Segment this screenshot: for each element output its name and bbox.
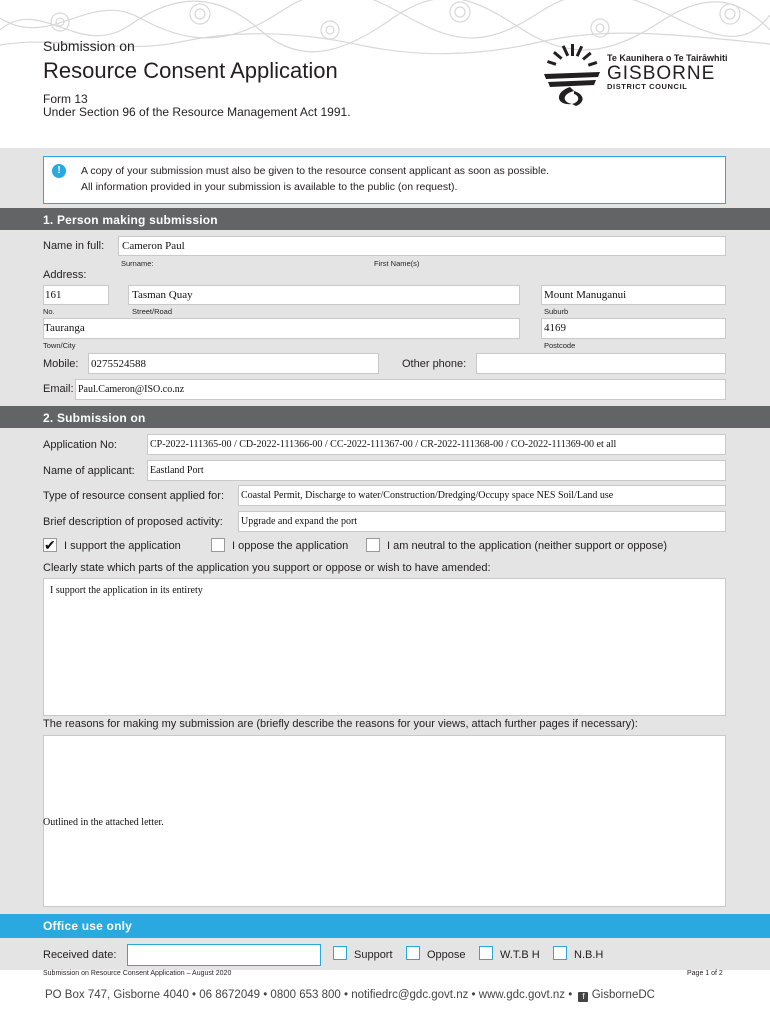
state-parts-label: Clearly state which parts of the application you support or oppose or wish to have amended:	[43, 562, 491, 574]
other-phone-field[interactable]	[476, 353, 726, 374]
email-value: Paul.Cameron@ISO.co.nz	[78, 384, 185, 395]
postcode-field[interactable]	[541, 318, 726, 339]
office-nbh-checkbox[interactable]	[553, 946, 567, 960]
consent-type-label: Type of resource consent applied for:	[43, 490, 224, 502]
name-field[interactable]	[118, 236, 726, 256]
street-number-value: 161	[45, 289, 62, 301]
reasons-label: The reasons for making my submission are (briefly describe the reasons for your views, attach further pages if necessary):	[43, 718, 638, 730]
applicant-field[interactable]	[147, 460, 726, 481]
reasons-value: Outlined in the attached letter.	[43, 817, 164, 828]
suburb-caption: Suburb	[544, 307, 569, 316]
consent-type-value: Coastal Permit, Discharge to water/Construction/Dredging/Occupy space NES Soil/Land use	[241, 490, 614, 501]
state-parts-textarea[interactable]	[43, 578, 726, 716]
application-no-label: Application No:	[43, 439, 117, 451]
postcode-caption: Postcode	[544, 341, 576, 350]
received-date-field[interactable]	[127, 944, 321, 966]
first-name-caption: First Name(s)	[374, 259, 420, 268]
street-caption: Street/Road	[132, 307, 173, 316]
logo-district-council: DISTRICT COUNCIL	[607, 82, 688, 91]
legislation-reference: Under Section 96 of the Resource Management Act 1991.	[43, 105, 351, 119]
town-value: Tauranga	[44, 322, 85, 334]
support-label: I support the application	[64, 540, 181, 552]
info-icon: !	[52, 164, 66, 178]
office-nbh-label: N.B.H	[574, 949, 604, 961]
suburb-value: Mount Manuganui	[544, 289, 627, 301]
email-label: Email:	[43, 383, 74, 395]
applicant-label: Name of applicant:	[43, 465, 135, 477]
mobile-label: Mobile:	[43, 358, 79, 370]
office-wtbh-label: W.T.B H	[500, 949, 540, 961]
oppose-label: I oppose the application	[232, 540, 349, 552]
form-number: Form 13	[43, 92, 88, 106]
other-phone-label: Other phone:	[402, 358, 467, 370]
town-caption: Town/City	[43, 341, 76, 350]
address-label: Address:	[43, 269, 87, 281]
section-2-title: 2. Submission on	[43, 411, 146, 425]
contact-details: PO Box 747, Gisborne 4040 • 06 8672049 • 0800 653 800 • notifiedrc@gdc.govt.nz • www.gdc.govt.nz •	[45, 989, 573, 1001]
office-support-label: Support	[354, 949, 393, 961]
office-use-title: Office use only	[43, 919, 133, 933]
town-field[interactable]	[43, 318, 520, 339]
applicant-value: Eastland Port	[150, 465, 204, 476]
social-handle: GisborneDC	[591, 989, 655, 1001]
notice-line-1: A copy of your submission must also be given to the resource consent applicant as soon as possible.	[81, 165, 550, 177]
neutral-label: I am neutral to the application (neither support or oppose)	[387, 540, 668, 552]
form-subtitle: Submission on	[43, 38, 135, 54]
footer-contact-line	[45, 989, 655, 1002]
office-wtbh-checkbox[interactable]	[479, 946, 493, 960]
support-check-mark: ✔	[44, 537, 56, 553]
surname-caption: Surname:	[121, 259, 154, 268]
state-parts-value: I support the application in its entirety	[50, 585, 203, 596]
facebook-icon: f	[578, 992, 588, 1002]
page-title: Resource Consent Application	[43, 58, 338, 83]
footer-page-number: Page 1 of 2	[687, 970, 723, 977]
number-caption: No.	[43, 307, 55, 316]
received-date-label: Received date:	[43, 949, 117, 961]
application-no-value: CP-2022-111365-00 / CD-2022-111366-00 / CC-2022-111367-00 / CR-2022-111368-00 / CO-2022-111369-00 et all	[150, 439, 617, 450]
notice-box	[43, 156, 726, 204]
brief-description-value: Upgrade and expand the port	[241, 516, 358, 527]
office-oppose-checkbox[interactable]	[406, 946, 420, 960]
postcode-value: 4169	[544, 322, 566, 334]
logo-maori-name: Te Kaunihera o Te Tairāwhiti	[607, 53, 728, 63]
oppose-checkbox[interactable]	[211, 538, 225, 552]
brief-description-label: Brief description of proposed activity:	[43, 516, 223, 528]
council-logo-icon	[540, 44, 606, 108]
section-1-title: 1. Person making submission	[43, 213, 218, 227]
office-support-checkbox[interactable]	[333, 946, 347, 960]
street-value: Tasman Quay	[132, 289, 193, 301]
office-oppose-label: Oppose	[427, 949, 466, 961]
name-label: Name in full:	[43, 240, 105, 252]
notice-line-2: All information provided in your submission is available to the public (on request).	[81, 181, 458, 193]
page-header	[0, 0, 770, 148]
neutral-checkbox[interactable]	[366, 538, 380, 552]
mobile-value: 0275524588	[91, 358, 146, 370]
name-value: Cameron Paul	[122, 240, 185, 252]
footer-form-name: Submission on Resource Consent Application – August 2020	[43, 970, 232, 977]
logo-council-name: GISBORNE	[607, 63, 716, 84]
